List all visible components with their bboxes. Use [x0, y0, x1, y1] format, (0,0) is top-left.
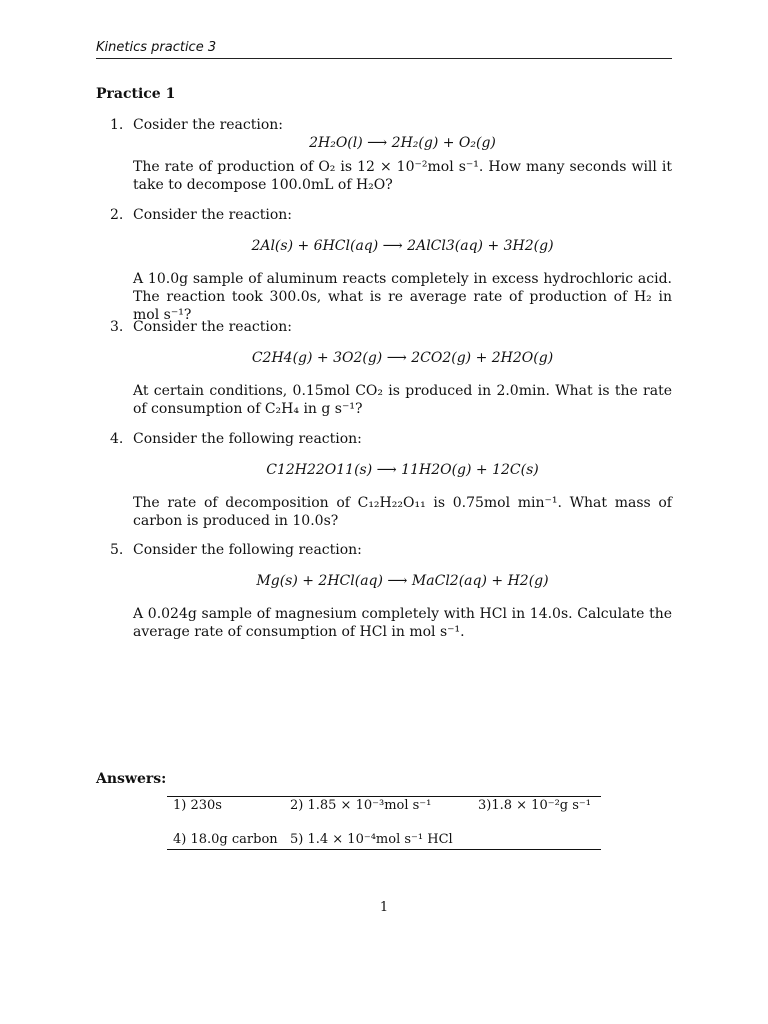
problem-text: The rate of decomposition of C₁₂H₂₂O₁₁ is 0.75mol min⁻¹. What mass of carbon is produced in 10.0s?	[133, 495, 672, 529]
problem-lead: Consider the reaction:	[133, 319, 293, 335]
answers-title: Answers:	[96, 771, 167, 787]
problem-lead: Consider the following reaction:	[133, 542, 362, 558]
reaction-equation: 2H₂O(l) ⟶ 2H₂(g) + O₂(g)	[309, 135, 496, 151]
problem-text: A 10.0g sample of aluminum reacts completely in excess hydrochloric acid. The reaction took 300.0s, what is re average rate of production of H₂ in mol s⁻¹?	[133, 271, 672, 323]
problem-lead: Cosider the reaction:	[133, 117, 284, 133]
reaction-equation: 2Al(s) + 6HCl(aq) ⟶ 2AlCl3(aq) + 3H2(g)	[251, 238, 554, 254]
answer-cell: 3)1.8 × 10⁻²g s⁻¹	[478, 798, 591, 813]
reaction-equation: C2H4(g) + 3O2(g) ⟶ 2CO2(g) + 2H2O(g)	[251, 350, 554, 366]
problem-text: A 0.024g sample of magnesium completely with HCl in 14.0s. Calculate the average rate of consumption of HCl in mol s⁻¹.	[133, 606, 672, 640]
problem-number: 3.	[110, 319, 124, 335]
answer-cell: 1) 230s	[173, 798, 222, 813]
problem-text: The rate of production of O₂ is 12 × 10⁻²mol s⁻¹. How many seconds will it take to decompose 100.0mL of H₂O?	[133, 159, 672, 193]
problem-number: 5.	[110, 542, 124, 558]
reaction-equation: C12H22O11(s) ⟶ 11H2O(g) + 12C(s)	[266, 462, 539, 478]
answer-cell: 4) 18.0g carbon	[173, 832, 278, 847]
problem-number: 2.	[110, 207, 124, 223]
page-header: Kinetics practice 3	[96, 40, 672, 59]
problem-lead: Consider the following reaction:	[133, 431, 362, 447]
problem-number: 1.	[110, 117, 124, 133]
page-number: 1	[379, 900, 389, 915]
table-rule-bottom	[167, 849, 601, 850]
section-title: Practice 1	[96, 86, 176, 102]
problem-lead: Consider the reaction:	[133, 207, 293, 223]
answer-cell: 5) 1.4 × 10⁻⁴mol s⁻¹ HCl	[290, 832, 453, 847]
reaction-equation: Mg(s) + 2HCl(aq) ⟶ MaCl2(aq) + H2(g)	[256, 573, 549, 589]
problem-text: At certain conditions, 0.15mol CO₂ is produced in 2.0min. What is the rate of consumption of C₂H₄ in g s⁻¹?	[133, 383, 672, 417]
table-rule-top	[167, 796, 601, 797]
answer-cell: 2) 1.85 × 10⁻³mol s⁻¹	[290, 798, 432, 813]
problem-number: 4.	[110, 431, 124, 447]
